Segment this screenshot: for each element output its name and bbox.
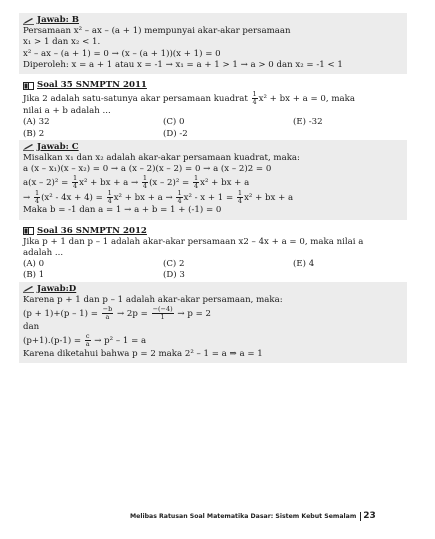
options-row bbox=[23, 117, 403, 128]
answer-heading bbox=[23, 284, 403, 295]
answer-heading-text: Jawab: B bbox=[37, 15, 80, 25]
text-line: Karena diketahui bahwa p = 2 maka 2² – 1 = a ⇒ a = 1 bbox=[23, 349, 263, 360]
option-a: (A) 0 bbox=[23, 259, 45, 270]
answer-heading bbox=[23, 142, 403, 153]
question-heading-text: Soal 35 SNMPTN 2011 bbox=[37, 80, 147, 91]
text-line: x₁ > 1 dan x₂ < 1. bbox=[23, 37, 101, 48]
denominator: 4 bbox=[252, 98, 257, 107]
fraction bbox=[34, 190, 40, 205]
text-line: x² – ax – (a + 1) = 0 → (x – (a + 1))(x + 1) = 0 bbox=[23, 48, 221, 59]
fraction bbox=[237, 190, 243, 205]
pencil-icon bbox=[23, 143, 34, 151]
fraction bbox=[85, 333, 91, 348]
denominator: a bbox=[105, 313, 110, 322]
math-part: x² + bx + a bbox=[200, 178, 250, 189]
fraction bbox=[252, 91, 258, 106]
fraction bbox=[72, 175, 78, 190]
option-b: (B) 1 bbox=[23, 270, 45, 281]
options-row bbox=[23, 259, 403, 270]
text-line: dan bbox=[23, 322, 40, 333]
numerator: 1 bbox=[237, 189, 243, 198]
numerator: 1 bbox=[34, 189, 40, 198]
footer-book-title: Melibas Ratusan Soal Matematika Dasar: Sistem Kebut Semalam bbox=[130, 513, 357, 520]
option-c: (C) 2 bbox=[163, 259, 185, 270]
option-d: (D) -2 bbox=[163, 128, 188, 139]
page-footer bbox=[130, 511, 376, 521]
book-icon bbox=[23, 227, 34, 235]
option-c: (C) 0 bbox=[163, 117, 185, 128]
fraction bbox=[102, 306, 114, 321]
denominator: 4 bbox=[73, 182, 78, 191]
numerator: 1 bbox=[177, 189, 182, 198]
numerator: 1 bbox=[252, 90, 257, 99]
denominator: 4 bbox=[34, 197, 40, 206]
math-part: x² + bx + a → bbox=[113, 193, 173, 204]
text-line: Misalkan x₁ dan x₂ adalah akar-akar persamaan kuadrat, maka: bbox=[23, 153, 300, 164]
option-b: (B) 2 bbox=[23, 128, 45, 139]
denominator: 4 bbox=[107, 197, 112, 206]
denominator: 4 bbox=[237, 197, 243, 206]
answer-block-35 bbox=[19, 140, 407, 220]
numerator: −(−4) bbox=[152, 305, 173, 314]
answer-heading-text: Jawab:D bbox=[37, 283, 77, 294]
question-heading-text: Soal 36 SNMPTN 2012 bbox=[37, 225, 147, 236]
math-part: x² + bx + a bbox=[244, 193, 294, 204]
math-part: (p+1).(p-1) = bbox=[23, 336, 82, 347]
math-part: → p = 2 bbox=[177, 309, 211, 320]
answer-block-36 bbox=[19, 282, 407, 364]
math-part: x² - x + 1 = bbox=[183, 193, 234, 204]
question-text: Jika p + 1 dan p – 1 adalah akar-akar persamaan x2 – 4x + a = 0, maka nilai a bbox=[23, 236, 364, 247]
answer-block-34 bbox=[19, 13, 407, 74]
math-line bbox=[23, 333, 403, 349]
option-a: (A) 32 bbox=[23, 117, 50, 128]
math-line bbox=[23, 306, 403, 322]
text-line: Persamaan x² – ax – (a + 1) mempunyai akar-akar persamaan bbox=[23, 26, 291, 37]
fraction bbox=[142, 175, 148, 190]
denominator: 1 bbox=[160, 313, 165, 322]
fraction bbox=[176, 190, 182, 205]
answer-heading-text: Jawab: C bbox=[37, 141, 79, 152]
options-row bbox=[23, 129, 403, 140]
math-part: → 2p = bbox=[116, 309, 148, 320]
option-d: (D) 3 bbox=[163, 270, 185, 281]
fraction bbox=[152, 306, 174, 321]
pencil-icon bbox=[23, 285, 34, 293]
question-text: adalah ... bbox=[23, 248, 64, 259]
answer-heading bbox=[23, 15, 403, 26]
math-part: (x² - 4x + 4) = bbox=[41, 193, 103, 204]
option-e: (E) 4 bbox=[293, 259, 315, 270]
footer-divider bbox=[360, 512, 361, 521]
question-text bbox=[23, 91, 403, 106]
denominator: 4 bbox=[142, 182, 148, 191]
math-part: a(x – 2)² = bbox=[23, 178, 69, 189]
text-line: Maka b = -1 dan a = 1 → a + b = 1 + (-1) = 0 bbox=[23, 205, 222, 216]
option-e: (E) -32 bbox=[293, 117, 323, 128]
denominator: a bbox=[85, 340, 90, 349]
numerator: −b bbox=[102, 305, 113, 314]
denominator: 4 bbox=[193, 182, 199, 191]
question-text-b: x² + bx + a = 0, maka bbox=[258, 94, 355, 105]
math-part: (x – 2)² = bbox=[149, 178, 190, 189]
math-part: (p + 1)+(p – 1) = bbox=[23, 309, 98, 320]
math-line bbox=[23, 175, 403, 190]
page-content bbox=[23, 13, 403, 363]
numerator: 1 bbox=[193, 174, 199, 183]
text-line: Diperoleh: x = a + 1 atau x = -1 → x₁ = a + 1 > 1 → a > 0 dan x₂ = -1 < 1 bbox=[23, 59, 343, 70]
numerator: 1 bbox=[142, 174, 148, 183]
numerator: 1 bbox=[73, 174, 78, 183]
question-heading-36 bbox=[23, 226, 403, 237]
denominator: 4 bbox=[177, 197, 182, 206]
options-row bbox=[23, 270, 403, 281]
numerator: c bbox=[85, 332, 90, 341]
fraction bbox=[193, 175, 199, 190]
page-number: 23 bbox=[363, 511, 376, 521]
question-text: nilai a + b adalah ... bbox=[23, 106, 111, 117]
text-line: a (x – x₁)(x – x₂) = 0 → a (x – 2)(x – 2) = 0 → a (x – 2)2 = 0 bbox=[23, 164, 272, 175]
question-text-a: Jika 2 adalah satu-satunya akar persamaan kuadrat bbox=[23, 94, 248, 105]
math-line bbox=[23, 190, 403, 205]
question-heading-35 bbox=[23, 80, 403, 91]
math-part: → p² – 1 = a bbox=[94, 336, 147, 347]
book-icon bbox=[23, 82, 34, 90]
pencil-icon bbox=[23, 17, 34, 25]
fraction bbox=[107, 190, 113, 205]
text-line: Karena p + 1 dan p – 1 adalah akar-akar persamaan, maka: bbox=[23, 294, 283, 305]
math-part: → bbox=[23, 193, 31, 204]
math-part: x² + bx + a → bbox=[79, 178, 139, 189]
numerator: 1 bbox=[107, 189, 112, 198]
